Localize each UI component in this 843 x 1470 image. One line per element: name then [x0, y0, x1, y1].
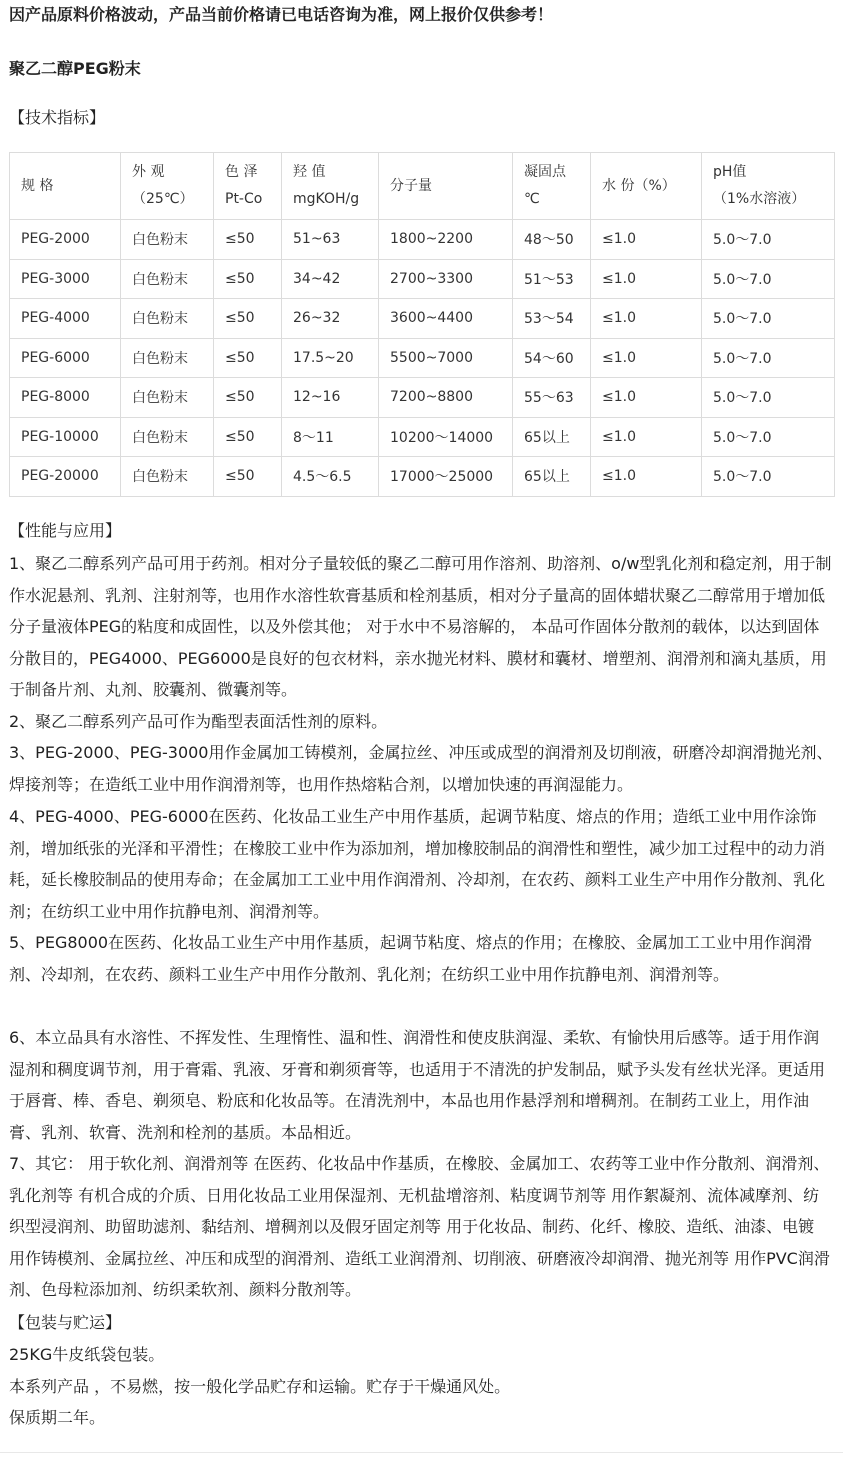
paragraph-4: 4、PEG-4000、PEG-6000在医药、化妆品工业生产中用作基质，起调节粘度、熔点的作用；造纸工业中用作涂饰剂，增加纸张的光泽和平滑性；在橡胶工业中作为添加剂，增加橡胶制品的润滑性和塑性，减少加工过程中的动力消耗，延长橡胶制品的使用寿命；在金属加工工业中用作润滑剂、冷却剂，在农药、颜料工业生产中用作分散剂、乳化剂；在纺织工业中用作抗静电剂、润滑剂等。 — [9, 807, 826, 921]
cell: 5.0～7.0 — [702, 338, 835, 378]
paragraph-3: 3、PEG-2000、PEG-3000用作金属加工铸模剂，金属拉丝、冲压或成型的润滑剂及切削液，研磨冷却润滑抛光剂、焊接剂等；在造纸工业中用作润滑剂等，也用作热熔粘合剂，以增加快速的再润湿能力。 — [9, 743, 833, 794]
cell: ≤50 — [214, 299, 282, 339]
cell: 54～60 — [513, 338, 591, 378]
paragraph-5: 5、PEG8000在医药、化妆品工业生产中用作基质，起调节粘度、熔点的作用；在橡胶、金属加工工业中用作润滑剂、冷却剂，在农药、颜料工业生产中用作分散剂、乳化剂；在纺织工业中用作抗静电剂、润滑剂等。 — [9, 933, 813, 984]
cell: 65以上 — [513, 457, 591, 497]
cell: 17.5~20 — [282, 338, 379, 378]
cell: PEG-2000 — [10, 220, 121, 260]
cell: 51~63 — [282, 220, 379, 260]
cell: 5.0～7.0 — [702, 457, 835, 497]
tech-heading: 【技术指标】 — [9, 108, 106, 127]
cell: 白色粉末 — [121, 378, 214, 418]
cell: 5.0～7.0 — [702, 220, 835, 260]
cell: ≤1.0 — [591, 220, 702, 260]
paragraph-2: 2、聚乙二醇系列产品可作为酯型表面活性剂的原料。 — [9, 712, 388, 731]
cell: 53～54 — [513, 299, 591, 339]
table-row — [10, 338, 835, 378]
cell: 5.0～7.0 — [702, 299, 835, 339]
cell: 10200～14000 — [379, 417, 513, 457]
table-header-row — [10, 153, 835, 220]
header-spec: 规 格 — [10, 153, 121, 220]
paragraph-1: 1、聚乙二醇系列产品可用于药剂。相对分子量较低的聚乙二醇可用作溶剂、助溶剂、o/w型乳化剂和稳定剂，用于制作水泥悬剂、乳剂、注射剂等，也用作水溶性软膏基质和栓剂基质，相对分子量高的固体蜡状聚乙二醇常用于增加低分子量液体PEG的粘度和成固性，以及外偿其他； 对于水中不易溶解的， 本品可作固体分散剂的载体，以达到固体分散目的，PEG4000、PEG6000是良好的包衣材料，亲水抛光材料、膜材和囊材、增塑剂、润滑剂和滴丸基质，用于制备片剂、丸剂、胶囊剂、微囊剂等。 — [9, 554, 832, 699]
cell: ≤50 — [214, 259, 282, 299]
cell: 34~42 — [282, 259, 379, 299]
cell: PEG-8000 — [10, 378, 121, 418]
cell: 5.0～7.0 — [702, 378, 835, 418]
header-ph: pH值 （1%水溶液） — [702, 153, 835, 220]
cell: 白色粉末 — [121, 299, 214, 339]
cell: ≤1.0 — [591, 259, 702, 299]
cell: 2700~3300 — [379, 259, 513, 299]
header-molecular-weight: 分子量 — [379, 153, 513, 220]
cell: ≤1.0 — [591, 378, 702, 418]
spec-table — [9, 152, 835, 497]
cell: ≤1.0 — [591, 299, 702, 339]
header-moisture: 水 份（%） — [591, 153, 702, 220]
cell: 白色粉末 — [121, 338, 214, 378]
cell: 5500~7000 — [379, 338, 513, 378]
cell: 3600~4400 — [379, 299, 513, 339]
header-color: 色 泽 Pt-Co — [214, 153, 282, 220]
cell: 4.5～6.5 — [282, 457, 379, 497]
cell: 白色粉末 — [121, 220, 214, 260]
cell: 5.0～7.0 — [702, 417, 835, 457]
cell: 26~32 — [282, 299, 379, 339]
cell: 12~16 — [282, 378, 379, 418]
cell: PEG-4000 — [10, 299, 121, 339]
cell: ≤1.0 — [591, 457, 702, 497]
cell: 5.0～7.0 — [702, 259, 835, 299]
cell: ≤50 — [214, 338, 282, 378]
cell: PEG-10000 — [10, 417, 121, 457]
cell: 8～11 — [282, 417, 379, 457]
cell: 65以上 — [513, 417, 591, 457]
table-row — [10, 220, 835, 260]
perf-heading: 【性能与应用】 — [9, 521, 122, 540]
cell: 17000～25000 — [379, 457, 513, 497]
cell: PEG-3000 — [10, 259, 121, 299]
table-row — [10, 299, 835, 339]
paragraph-6: 6、本立品具有水溶性、不挥发性、生理惰性、温和性、润滑性和使皮肤润湿、柔软、有愉快用后感等。适于用作润湿剂和稠度调节剂，用于膏霜、乳液、牙膏和剃须膏等，也适用于不清洗的护发制品，赋予头发有丝状光泽。更适用于唇膏、棒、香皂、剃须皂、粉底和化妆品等。在清洗剂中，本品也用作悬浮剂和增稠剂。在制药工业上，用作油膏、乳剂、软膏、洗剂和栓剂的基质。本品相近。 — [9, 1028, 826, 1142]
cell: 48～50 — [513, 220, 591, 260]
cell: 7200~8800 — [379, 378, 513, 418]
pack-line-3: 保质期二年。 — [9, 1408, 106, 1427]
cell: ≤50 — [214, 417, 282, 457]
pack-line-1: 25KG牛皮纸袋包装。 — [9, 1345, 165, 1364]
cell: 白色粉末 — [121, 259, 214, 299]
cell: 51～53 — [513, 259, 591, 299]
pack-line-2: 本系列产品 ，不易燃，按一般化学品贮存和运输。贮存于干燥通风处。 — [9, 1377, 511, 1396]
cell: PEG-20000 — [10, 457, 121, 497]
cell: ≤50 — [214, 220, 282, 260]
cell: ≤1.0 — [591, 338, 702, 378]
pack-heading: 【包装与贮运】 — [9, 1313, 122, 1332]
header-hydroxyl: 羟 值 mgKOH/g — [282, 153, 379, 220]
cell: ≤50 — [214, 457, 282, 497]
cell: PEG-6000 — [10, 338, 121, 378]
table-row — [10, 457, 835, 497]
header-appearance: 外 观 （25℃） — [121, 153, 214, 220]
table-row — [10, 378, 835, 418]
product-title: 聚乙二醇PEG粉末 — [9, 59, 141, 78]
cell: 1800~2200 — [379, 220, 513, 260]
cell: ≤50 — [214, 378, 282, 418]
divider — [0, 1452, 843, 1453]
paragraph-7: 7、其它： 用于软化剂、润滑剂等 在医药、化妆品中作基质，在橡胶、金属加工、农药等工业中作分散剂、润滑剂、乳化剂等 有机合成的介质、日用化妆品工业用保湿剂、无机盐增溶剂、粘度调节剂等 用作絮凝剂、流体减摩剂、纺织型浸润剂、助留助滤剂、黏结剂、增稠剂以及假牙固定剂等 用于化妆品、制药、化纤、橡胶、造纸、油漆、电镀 用作铸模剂、金属拉丝、冲压和成型的润滑剂、造纸工业润滑剂、切削液、研磨液冷却润滑、抛光剂等 用作PVC润滑剂、色母粒添加剂、纺织柔软剂、颜料分散剂等。 — [9, 1154, 830, 1299]
cell: 白色粉末 — [121, 417, 214, 457]
table-row — [10, 417, 835, 457]
cell: 白色粉末 — [121, 457, 214, 497]
table-row — [10, 259, 835, 299]
cell: ≤1.0 — [591, 417, 702, 457]
header-freezing-point: 凝固点 ℃ — [513, 153, 591, 220]
cell: 55～63 — [513, 378, 591, 418]
price-notice: 因产品原料价格波动，产品当前价格请已电话咨询为准，网上报价仅供参考！ — [9, 5, 554, 24]
